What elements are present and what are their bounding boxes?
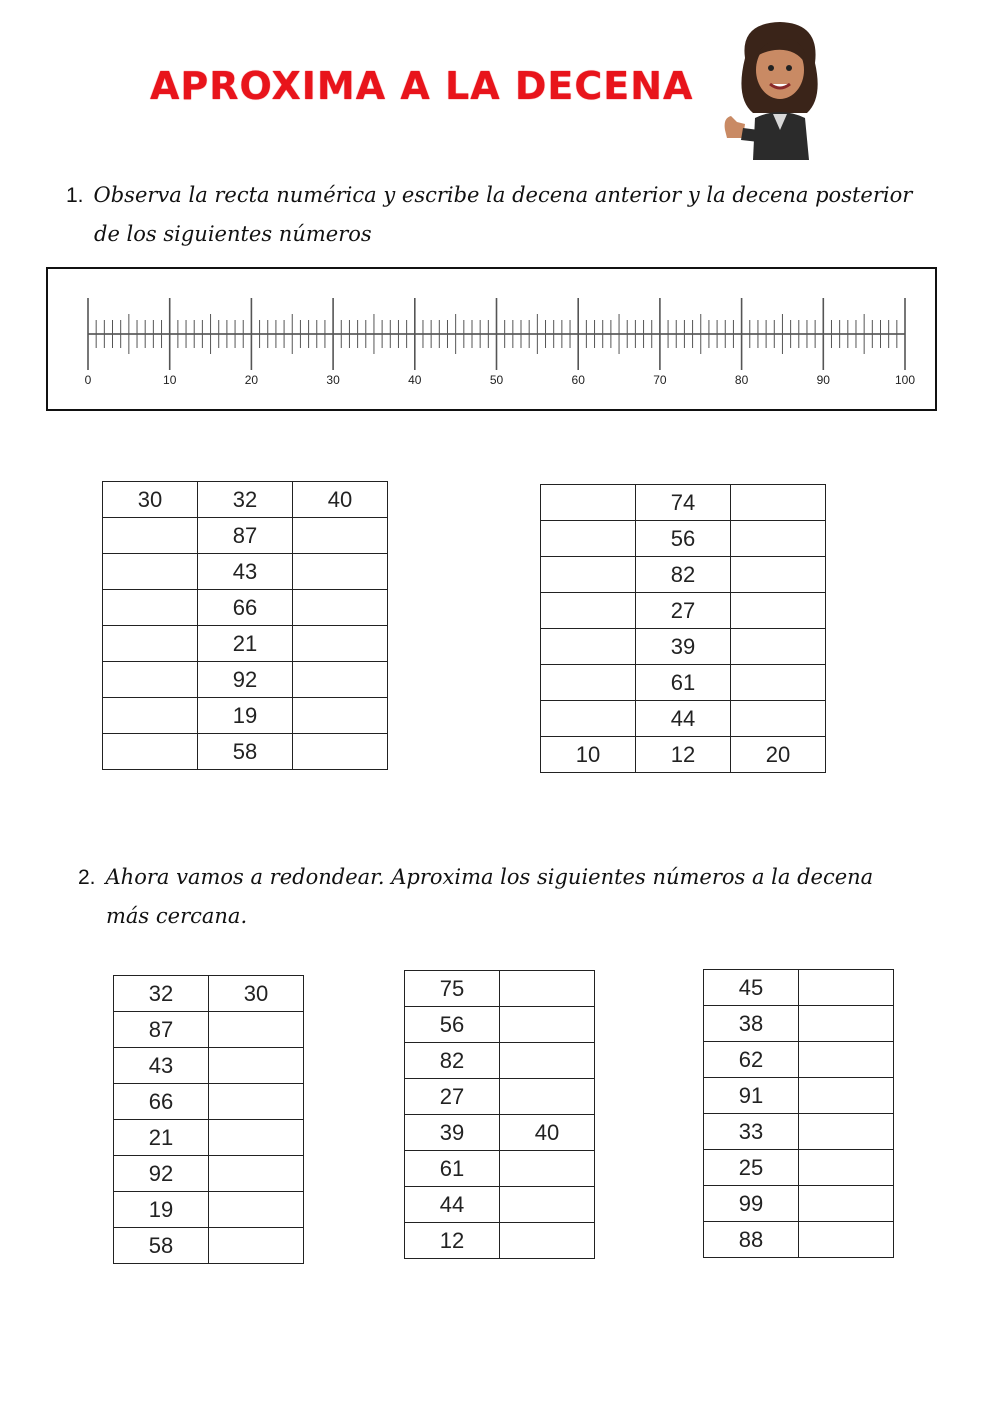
- exercise2-line2: más cercana.: [106, 904, 248, 928]
- number-cell: 38: [704, 1006, 799, 1042]
- answer-cell[interactable]: [731, 701, 826, 737]
- answer-cell[interactable]: [209, 1156, 304, 1192]
- answer-cell[interactable]: [103, 698, 198, 734]
- answer-cell[interactable]: [103, 518, 198, 554]
- table-round-2: [404, 970, 595, 1259]
- number-cell: 40: [500, 1115, 595, 1151]
- table-row: [541, 521, 826, 557]
- number-cell: 44: [636, 701, 731, 737]
- table-row: [541, 701, 826, 737]
- table-row: [541, 629, 826, 665]
- exercise2-line1: Ahora vamos a redondear. Aproxima los siguientes números a la decena: [105, 865, 874, 889]
- answer-cell[interactable]: [799, 1078, 894, 1114]
- exercise2-number: 2.: [78, 866, 96, 889]
- number-cell: 30: [103, 482, 198, 518]
- number-cell: 92: [198, 662, 293, 698]
- answer-cell[interactable]: [799, 1150, 894, 1186]
- answer-cell[interactable]: [500, 1079, 595, 1115]
- table-row: [405, 1115, 595, 1151]
- tick-label: 20: [244, 373, 259, 387]
- number-cell: 10: [541, 737, 636, 773]
- table-row: [704, 1150, 894, 1186]
- answer-cell[interactable]: [209, 1084, 304, 1120]
- answer-cell[interactable]: [293, 662, 388, 698]
- number-cell: 66: [114, 1084, 209, 1120]
- answer-cell[interactable]: [209, 1120, 304, 1156]
- number-cell: 66: [198, 590, 293, 626]
- number-cell: 58: [198, 734, 293, 770]
- table-row: [103, 518, 388, 554]
- answer-cell[interactable]: [799, 1186, 894, 1222]
- table-row: [541, 485, 826, 521]
- number-cell: 43: [114, 1048, 209, 1084]
- table-row: [114, 1120, 304, 1156]
- number-cell: 39: [405, 1115, 500, 1151]
- answer-cell[interactable]: [799, 1222, 894, 1258]
- number-cell: 56: [636, 521, 731, 557]
- answer-cell[interactable]: [293, 626, 388, 662]
- table-row: [541, 593, 826, 629]
- table-row: [103, 590, 388, 626]
- answer-cell[interactable]: [500, 1043, 595, 1079]
- table-row: [541, 737, 826, 773]
- table-row: [114, 1084, 304, 1120]
- table-row: [704, 1006, 894, 1042]
- answer-cell[interactable]: [541, 629, 636, 665]
- table-row: [704, 1042, 894, 1078]
- number-cell: 33: [704, 1114, 799, 1150]
- answer-cell[interactable]: [293, 698, 388, 734]
- answer-cell[interactable]: [541, 557, 636, 593]
- tick-label: 90: [816, 373, 830, 387]
- table-row: [405, 1151, 595, 1187]
- number-cell: 12: [636, 737, 731, 773]
- exercise1-line1: Observa la recta numérica y escribe la decena anterior y la decena posterior: [93, 183, 913, 207]
- answer-cell[interactable]: [293, 734, 388, 770]
- exercise2-instructions: [78, 858, 958, 935]
- number-cell: 56: [405, 1007, 500, 1043]
- number-cell: 75: [405, 971, 500, 1007]
- table-row: [114, 1228, 304, 1264]
- table-row: [103, 662, 388, 698]
- table-row: [114, 1012, 304, 1048]
- exercise1-line2: de los siguientes números: [94, 222, 372, 246]
- answer-cell[interactable]: [799, 970, 894, 1006]
- answer-cell[interactable]: [103, 590, 198, 626]
- table-row: [114, 1048, 304, 1084]
- number-cell: 74: [636, 485, 731, 521]
- table-row: [103, 554, 388, 590]
- number-line-box: [46, 267, 937, 411]
- answer-cell[interactable]: [500, 1223, 595, 1259]
- answer-cell[interactable]: [103, 554, 198, 590]
- answer-cell[interactable]: [500, 1007, 595, 1043]
- answer-cell[interactable]: [799, 1114, 894, 1150]
- number-cell: 25: [704, 1150, 799, 1186]
- number-cell: 39: [636, 629, 731, 665]
- number-cell: 44: [405, 1187, 500, 1223]
- tick-label: 70: [653, 373, 667, 387]
- answer-cell[interactable]: [293, 590, 388, 626]
- table-row: [704, 1114, 894, 1150]
- table-row: [114, 1156, 304, 1192]
- table-row: [405, 1079, 595, 1115]
- number-cell: 21: [198, 626, 293, 662]
- table-row: [541, 557, 826, 593]
- answer-cell[interactable]: [209, 1228, 304, 1264]
- table-row: [704, 1186, 894, 1222]
- number-cell: 61: [405, 1151, 500, 1187]
- tick-label: 30: [326, 373, 340, 387]
- number-cell: 30: [209, 976, 304, 1012]
- table-round-3: [703, 969, 894, 1258]
- answer-cell[interactable]: [731, 629, 826, 665]
- number-cell: 12: [405, 1223, 500, 1259]
- table-decades-1: [102, 481, 388, 770]
- answer-cell[interactable]: [731, 665, 826, 701]
- answer-cell[interactable]: [731, 593, 826, 629]
- answer-cell[interactable]: [500, 1151, 595, 1187]
- number-cell: 91: [704, 1078, 799, 1114]
- answer-cell[interactable]: [209, 1048, 304, 1084]
- exercise1-instructions: [66, 176, 946, 253]
- number-cell: 92: [114, 1156, 209, 1192]
- answer-cell[interactable]: [731, 521, 826, 557]
- number-line: [48, 269, 939, 413]
- answer-cell[interactable]: [541, 701, 636, 737]
- table-row: [114, 1192, 304, 1228]
- table-row: [103, 482, 388, 518]
- table-row: [704, 1078, 894, 1114]
- avatar-illustration: [715, 18, 845, 160]
- answer-cell[interactable]: [293, 518, 388, 554]
- answer-cell[interactable]: [103, 626, 198, 662]
- tick-label: 100: [894, 373, 916, 387]
- number-cell: 87: [198, 518, 293, 554]
- tick-label: 0: [84, 373, 92, 387]
- table-row: [405, 1043, 595, 1079]
- number-cell: 61: [636, 665, 731, 701]
- number-cell: 19: [114, 1192, 209, 1228]
- number-cell: 19: [198, 698, 293, 734]
- number-cell: 82: [636, 557, 731, 593]
- number-cell: 27: [636, 593, 731, 629]
- number-cell: 99: [704, 1186, 799, 1222]
- number-cell: 87: [114, 1012, 209, 1048]
- answer-cell[interactable]: [293, 554, 388, 590]
- answer-cell[interactable]: [500, 1187, 595, 1223]
- answer-cell[interactable]: [731, 557, 826, 593]
- table-row: [103, 626, 388, 662]
- answer-cell[interactable]: [103, 662, 198, 698]
- answer-cell[interactable]: [541, 485, 636, 521]
- table-row: [704, 1222, 894, 1258]
- answer-cell[interactable]: [799, 1042, 894, 1078]
- table-row: [541, 665, 826, 701]
- tick-label: 50: [489, 373, 504, 387]
- table-row: [405, 971, 595, 1007]
- table-row: [103, 698, 388, 734]
- number-cell: 40: [293, 482, 388, 518]
- number-cell: 20: [731, 737, 826, 773]
- number-cell: 45: [704, 970, 799, 1006]
- table-row: [114, 976, 304, 1012]
- tick-label: 80: [734, 373, 749, 387]
- table-row: [704, 970, 894, 1006]
- table-row: [103, 734, 388, 770]
- answer-cell[interactable]: [541, 665, 636, 701]
- number-cell: 32: [198, 482, 293, 518]
- tick-label: 40: [408, 373, 422, 387]
- answer-cell[interactable]: [500, 971, 595, 1007]
- answer-cell[interactable]: [209, 1192, 304, 1228]
- table-row: [405, 1187, 595, 1223]
- answer-cell[interactable]: [541, 521, 636, 557]
- table-row: [405, 1007, 595, 1043]
- table-round-1: [113, 975, 304, 1264]
- table-row: [405, 1223, 595, 1259]
- number-cell: 27: [405, 1079, 500, 1115]
- number-cell: 32: [114, 976, 209, 1012]
- number-cell: 62: [704, 1042, 799, 1078]
- number-cell: 82: [405, 1043, 500, 1079]
- answer-cell[interactable]: [541, 593, 636, 629]
- number-cell: 58: [114, 1228, 209, 1264]
- number-cell: 88: [704, 1222, 799, 1258]
- tick-label: 10: [163, 373, 177, 387]
- answer-cell[interactable]: [799, 1006, 894, 1042]
- number-cell: 43: [198, 554, 293, 590]
- answer-cell[interactable]: [209, 1012, 304, 1048]
- exercise1-number: 1.: [66, 184, 84, 207]
- table-decades-2: [540, 484, 826, 773]
- answer-cell[interactable]: [731, 485, 826, 521]
- answer-cell[interactable]: [103, 734, 198, 770]
- page-title: APROXIMA A LA DECENA: [150, 64, 694, 108]
- tick-label: 60: [571, 373, 585, 387]
- number-cell: 21: [114, 1120, 209, 1156]
